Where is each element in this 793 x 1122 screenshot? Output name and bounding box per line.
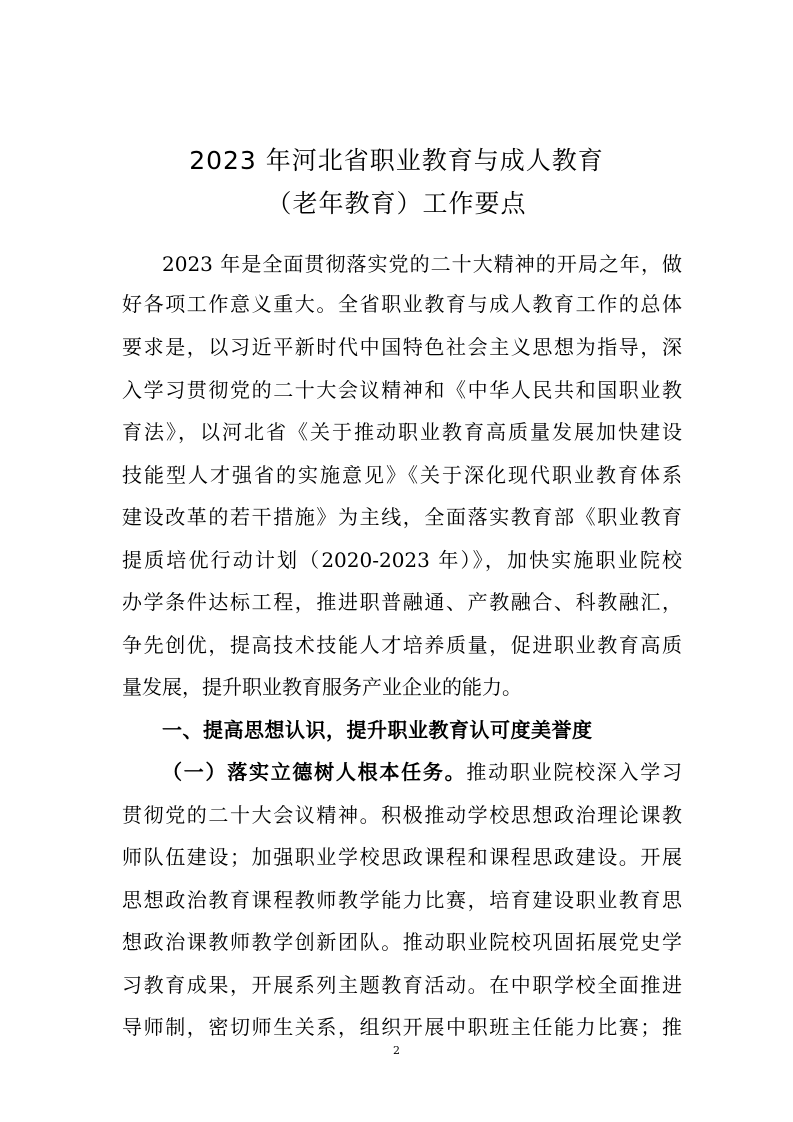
intro-paragraph-line: 育法》，以河北省《关于推动职业教育高质量发展加快建设: [122, 420, 682, 444]
intro-paragraph-line: 提质培优行动计划（2020-2023 年）》，加快实施职业院校: [122, 548, 682, 572]
subsection-paragraph-line: 习教育成果，开展系列主题教育活动。在中职学校全面推进: [122, 973, 682, 997]
document-title-line-1: 2023 年河北省职业教育与成人教育: [189, 146, 604, 175]
intro-paragraph-line: 要求是，以习近平新时代中国特色社会主义思想为指导，深: [122, 335, 682, 359]
section-heading: 一、提高思想认识，提升职业教育认可度美誉度: [162, 718, 593, 742]
page-number: 2: [393, 1044, 400, 1057]
intro-paragraph-line: 建设改革的若干措施》为主线，全面落实教育部《职业教育: [122, 505, 682, 529]
subsection-paragraph-line: 贯彻党的二十大会议精神。积极推动学校思想政治理论课教: [122, 803, 682, 827]
subsection-first-line-rest: 推动职业院校深入学习: [466, 760, 683, 784]
intro-paragraph-line: 好各项工作意义重大。全省职业教育与成人教育工作的总体: [122, 292, 682, 316]
subsection-label: （一）落实立德树人根本任务。: [162, 760, 467, 784]
subsection-first-line: [162, 758, 682, 786]
subsection-paragraph-line: 想政治课教师教学创新团队。推动职业院校巩固拓展党史学: [122, 930, 682, 954]
intro-paragraph-line: 技能型人才强省的实施意见》《关于深化现代职业教育体系: [122, 463, 682, 487]
intro-paragraph-line: 办学条件达标工程，推进职普融通、产教融合、科教融汇，: [122, 590, 682, 614]
document-title-line-2: （老年教育）工作要点: [266, 189, 527, 218]
intro-paragraph-line: 入学习贯彻党的二十大会议精神和《中华人民共和国职业教: [122, 378, 682, 402]
intro-paragraph-line: 争先创优，提高技术技能人才培养质量，促进职业教育高质: [122, 633, 682, 657]
subsection-paragraph-line: 思想政治教育课程教师教学能力比赛，培育建设职业教育思: [122, 888, 682, 912]
subsection-paragraph-line: 师队伍建设；加强职业学校思政课程和课程思政建设。开展: [122, 845, 682, 869]
intro-paragraph-line: 量发展，提升职业教育服务产业企业的能力。: [122, 675, 522, 699]
intro-paragraph-line: 2023 年是全面贯彻落实党的二十大精神的开局之年，做: [162, 252, 682, 276]
subsection-paragraph-line: 导师制，密切师生关系，组织开展中职班主任能力比赛；推: [122, 1015, 682, 1039]
